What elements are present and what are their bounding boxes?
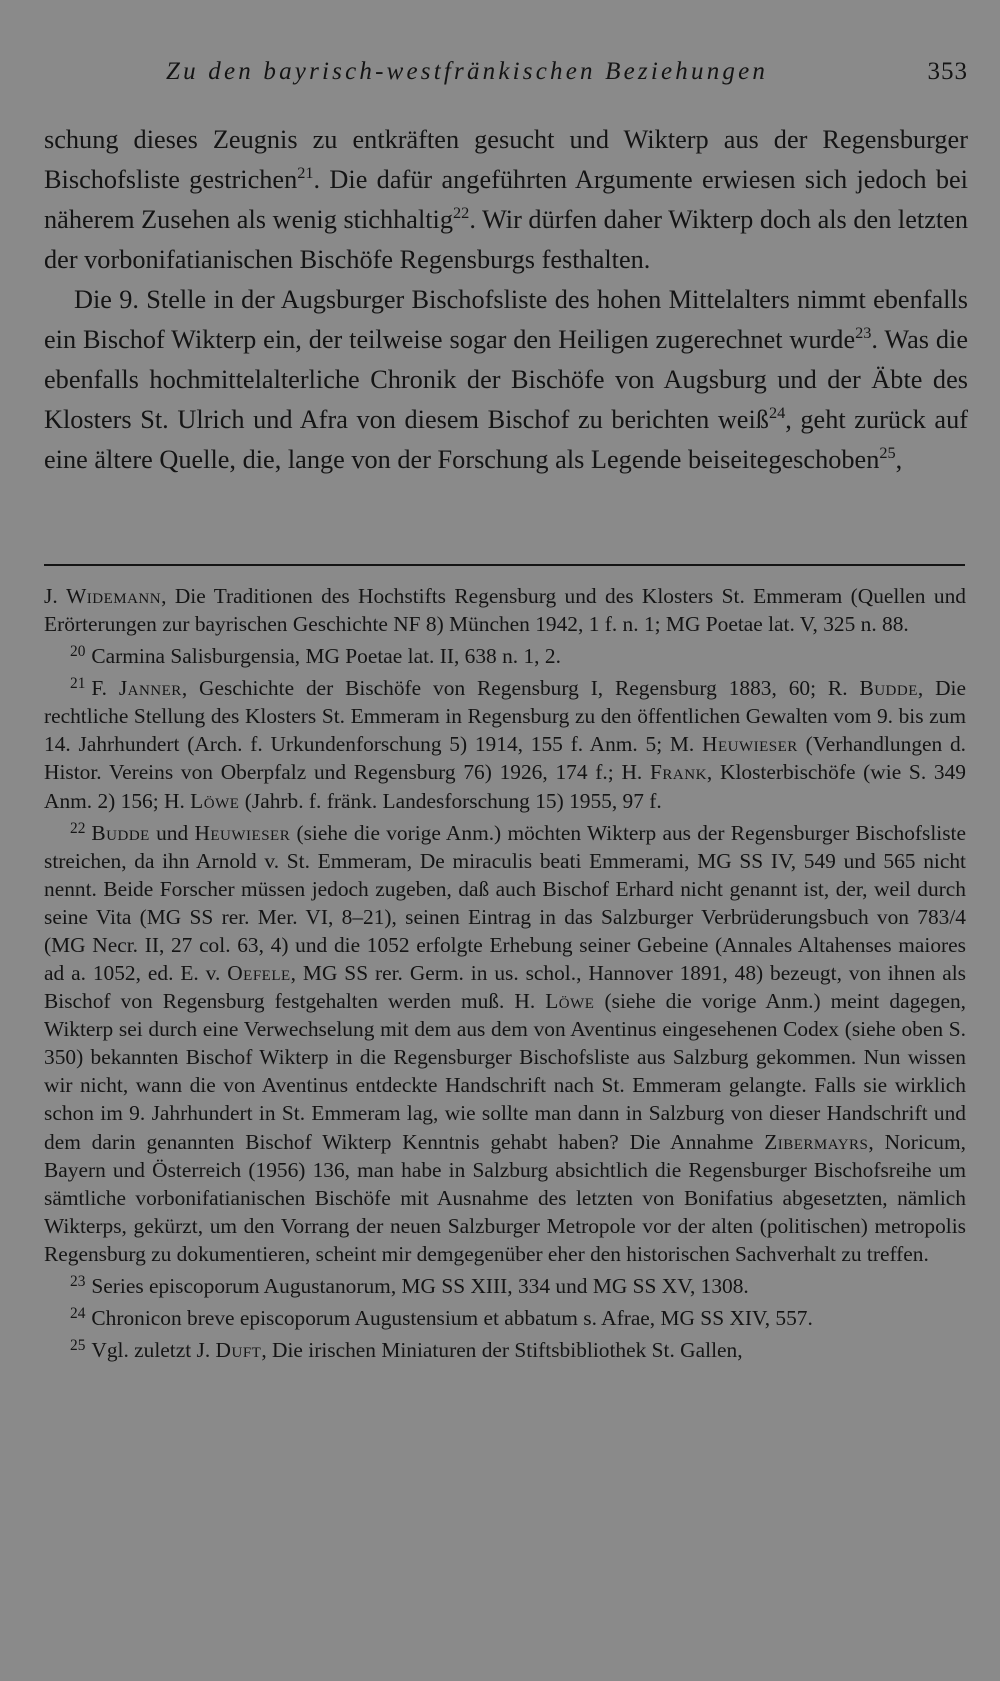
running-head xyxy=(44,58,968,98)
footnote-21: $^{21}$ F. Janner, Geschichte der Bischöfe von Regensburg I, Regensburg 1883, 60; R. Budde, Die rechtliche Stellung des Klosters St. Emmeram in Regensburg zu den öffentlichen Gewalten vom 9. bis zum 14. Jahrhundert (Arch. f. Urkundenforschung 5) 1914, 155 f. Anm. 5; M. Heuwieser (Verhandlungen d. Histor. Vereins von Oberpfalz und Regensburg 76) 1926, 174 f.; H. Frank, Klosterbischöfe (wie S. 349 Anm. 2) 156; H. Löwe (Jahrb. f. fränk. Landesforschung 15) 1955, 97 f. xyxy=(44,675,966,813)
footnote-continuation: J. Widemann, Die Traditionen des Hochstifts Regensburg und des Klosters St. Emmeram (Quellen und Erörterungen zur bayrischen Geschichte NF 8) München 1942, 1 f. n. 1; MG Poetae lat. V, 325 n. 88. xyxy=(44,584,966,637)
footnote-ref-23: 23 xyxy=(855,322,872,342)
paragraph-1: schung dieses Zeugnis zu entkräften gesucht und Wikterp aus der Regensburger Bischofsliste gestrichen$^{21}$. Die dafür angeführten Argumente erwiesen sich jedoch bei näherem Zusehen als wenig stichhaltig$^{22}$. Wir dürfen daher Wikterp doch als den letzten der vorbonifatianischen Bischöfe Regensburgs festhalten. xyxy=(44,125,969,274)
footnotes xyxy=(44,582,966,1364)
page-number: 353 xyxy=(927,58,968,85)
running-head-title: Zu den bayrisch-westfränkischen Beziehungen xyxy=(166,58,769,85)
footnote-23: $^{23}$ Series episcoporum Augustanorum, MG SS XIII, 334 und MG SS XV, 1308. xyxy=(70,1273,749,1298)
footnote-separator-rule xyxy=(44,564,965,566)
footnote-20: $^{20}$ Carmina Salisburgensia, MG Poetae lat. II, 638 n. 1, 2. xyxy=(70,643,561,669)
paragraph-2: Die 9. Stelle in der Augsburger Bischofsliste des hohen Mittelalters nimmt ebenfalls ein Bischof Wikterp ein, der teilweise sogar den Heiligen zugerechnet wurde$^{23}$. Was die ebenfalls hochmittelalterliche Chronik der Bischöfe von Augsburg und der Äbte des Klosters St. Ulrich und Afra von diesem Bischof zu berichten weiß$^{24}$, geht zurück auf eine ältere Quelle, die, lange von der Forschung als Legende beiseitegeschoben$^{25}$, xyxy=(44,285,968,474)
footnote-ref-21: 21 xyxy=(297,162,314,182)
footnote-ref-25: 25 xyxy=(879,442,896,462)
main-text xyxy=(44,120,968,480)
footnote-22: $^{22}$ Budde und Heuwieser (siehe die vorige Anm.) möchten Wikterp aus der Regensburger Bischofsliste streichen, da ihn Arnold v. St. Emmeram, De miraculis beati Emmerami, MG SS IV, 549 und 565 nicht nennt. Beide Forscher müssen jedoch zugeben, daß auch Bischof Erhard nicht genannt ist, der, weil durch seine Vita (MG SS rer. Mer. VI, 8–21), seinen Eintrag in das Salzburger Verbrüderungsbuch von 783/4 (MG Necr. II, 27 col. 63, 4) und die 1052 erfolgte Erhebung seiner Gebeine (Annales Altahenses maiores ad a. 1052, ed. E. v. Oefele, MG SS rer. Germ. in us. schol., Hannover 1891, 48) bezeugt, von ihnen als Bischof von Regensburg festgehalten werden muß. H. Löwe (siehe die vorige Anm.) meint dagegen, Wikterp sei durch eine Verwechselung mit dem aus dem von Aventinus eingesehenen Codex (siehe oben S. 350) bekannten Bischof Wikterp in die Regensburger Bischofsliste aus Salzburg gekommen. Nun wissen wir nicht, wann die von Aventinus entdeckte Handschrift nach St. Emmeram gelangte. Falls sie wirklich schon im 9. Jahrhundert in St. Emmeram lag, wie sollte man dann in Salzburg von dieser Handschrift und dem darin genannten Bischof Wikterp Kenntnis gehabt haben? Die Annahme Zibermayrs, Noricum, Bayern und Österreich (1956) 136, man habe in Salzburg absichtlich die Regensburger Bischofsreihe um sämtliche vorbonifatianischen Bischöfe mit Ausnahme des letzten von Bonifatius abgesetzten, nämlich Wikterps, gekürzt, um den Vorrang der neuen Salzburger Metropole vor der alten (politischen) metropolis Regensburg zu dokumentieren, scheint mir demgegenüber eher den historischen Sachverhalt zu treffen. xyxy=(44,819,967,1266)
footnote-25: $^{25}$ Vgl. zuletzt J. Duft, Die irischen Miniaturen der Stiftsbibliothek St. Gallen, xyxy=(70,1337,743,1362)
footnote-ref-24: 24 xyxy=(768,402,786,422)
footnote-24: $^{24}$ Chronicon breve episcoporum Augustensium et abbatum s. Afrae, MG SS XIV, 557. xyxy=(70,1305,813,1330)
footnote-ref-22: 22 xyxy=(453,202,470,222)
